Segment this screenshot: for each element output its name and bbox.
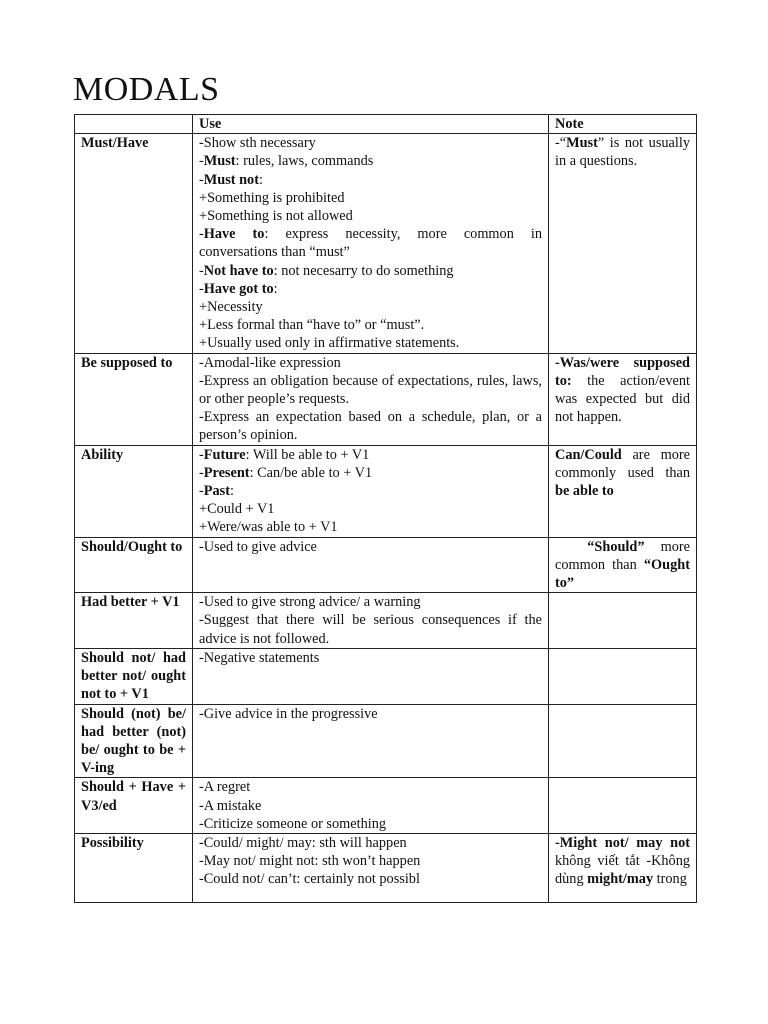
use-line: +Could + V1	[199, 501, 275, 518]
row-use	[193, 537, 549, 593]
row-note: “Should” more common than “Ought to”	[549, 537, 697, 593]
use-line: -Have to: express necessity, more common in conversations than “must”	[199, 226, 542, 261]
use-line: +Necessity	[199, 299, 263, 316]
row-use	[193, 353, 549, 445]
use-line: -Must: rules, laws, commands	[199, 153, 374, 170]
use-line: -Must not:	[199, 171, 263, 188]
row-use	[193, 593, 549, 649]
table-row	[75, 537, 697, 593]
table-row	[75, 778, 697, 834]
row-use	[193, 833, 549, 902]
header-use: Use	[193, 115, 549, 134]
row-note	[549, 704, 697, 778]
table-row	[75, 445, 697, 537]
row-note: Can/Could are more commonly used than be able to	[549, 445, 697, 537]
use-line: -Express an expectation based on a schedule, plan, or a person’s opinion.	[199, 409, 542, 444]
use-line: -Negative statements	[199, 649, 320, 666]
table-row	[75, 353, 697, 445]
row-note	[549, 648, 697, 704]
use-line: -Future: Will be able to + V1	[199, 446, 370, 463]
row-term: Should + Have + V3/ed	[75, 778, 193, 834]
table-row	[75, 593, 697, 649]
use-line: -Give advice in the progressive	[199, 705, 378, 722]
row-term: Possibility	[75, 833, 193, 902]
row-term: Should not/ had better not/ ought not to + V1	[75, 648, 193, 704]
use-line: +Were/was able to + V1	[199, 519, 338, 536]
use-line: -Used to give advice	[199, 538, 317, 555]
use-line: +Less formal than “have to” or “must”.	[199, 317, 425, 334]
use-line: -Show sth necessary	[199, 135, 316, 152]
use-line: -A mistake	[199, 797, 262, 814]
modals-table	[74, 114, 697, 903]
use-line: -Have got to:	[199, 280, 278, 297]
use-line: -Amodal-like expression	[199, 354, 341, 371]
use-line: -May not/ might not: sth won’t happen	[199, 853, 421, 870]
header-note: Note	[549, 115, 697, 134]
table-row	[75, 704, 697, 778]
row-use	[193, 704, 549, 778]
row-term: Should (not) be/ had better (not) be/ ought to be + V-ing	[75, 704, 193, 778]
table-header-row	[75, 115, 697, 134]
row-note: -Was/were supposed to: the action/event was expected but did not happen.	[549, 353, 697, 445]
row-use	[193, 778, 549, 834]
use-line: -Present: Can/be able to + V1	[199, 464, 373, 481]
row-use	[193, 648, 549, 704]
page-title: MODALS	[73, 71, 220, 108]
use-line: -Used to give strong advice/ a warning	[199, 594, 421, 611]
use-line: -Past:	[199, 483, 234, 500]
row-term: Be supposed to	[75, 353, 193, 445]
use-line: -Could/ might/ may: sth will happen	[199, 834, 407, 851]
row-term: Ability	[75, 445, 193, 537]
use-line: +Something is prohibited	[199, 189, 345, 206]
row-term: Must/Have	[75, 134, 193, 353]
row-use	[193, 445, 549, 537]
use-line: -Suggest that there will be serious consequences if the advice is not followed.	[199, 612, 542, 647]
row-note: -Might not/ may not không viết tắt -Không dùng might/may trong	[549, 833, 697, 902]
row-note	[549, 593, 697, 649]
use-line: -Could not/ can’t: certainly not possibl	[199, 871, 420, 888]
use-line: +Usually used only in affirmative statements.	[199, 335, 460, 352]
row-term: Had better + V1	[75, 593, 193, 649]
use-line: -Express an obligation because of expectations, rules, laws, or other people’s requests.	[199, 372, 542, 408]
row-note: -“Must” is not usually in a questions.	[549, 134, 697, 353]
row-use	[193, 134, 549, 353]
use-line: -Not have to: not necesarry to do something	[199, 262, 454, 279]
header-term	[75, 115, 193, 134]
table-row	[75, 833, 697, 902]
use-line: -A regret	[199, 779, 251, 796]
table-row	[75, 134, 697, 353]
row-note	[549, 778, 697, 834]
use-line: +Something is not allowed	[199, 208, 353, 225]
table-row	[75, 648, 697, 704]
use-line: -Criticize someone or something	[199, 815, 387, 832]
row-term: Should/Ought to	[75, 537, 193, 593]
